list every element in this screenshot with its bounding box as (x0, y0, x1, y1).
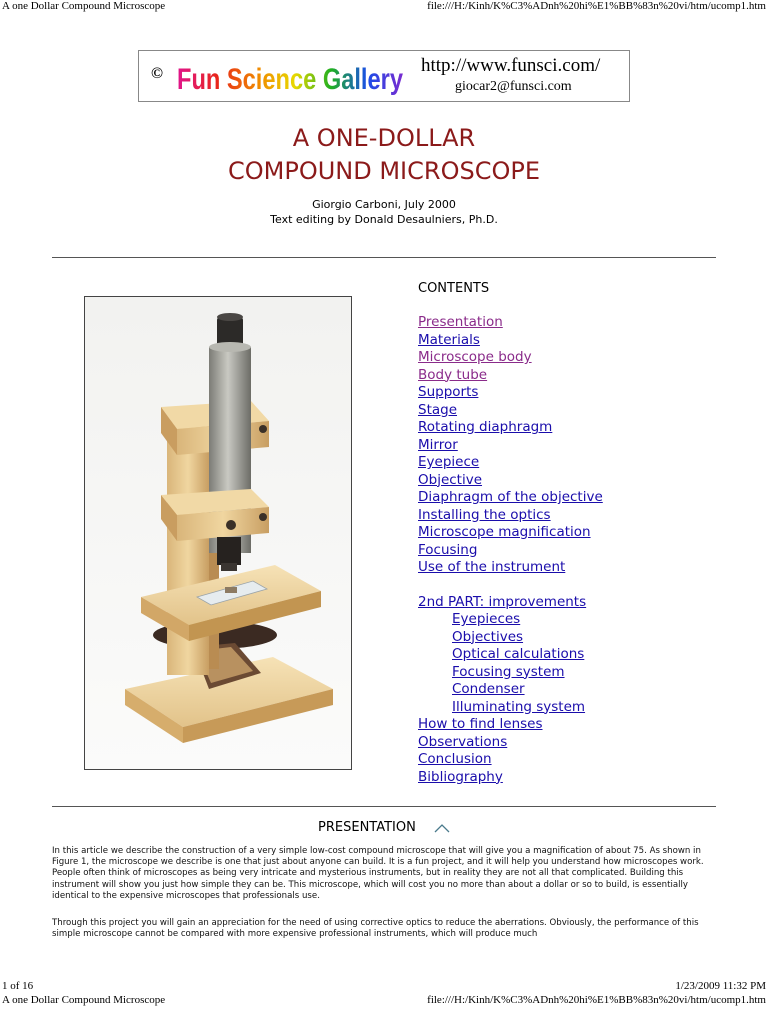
byline (0, 197, 768, 227)
author-line: Giorgio Carboni, July 2000 (312, 198, 456, 211)
toc-link-eyepiece[interactable]: Eyepiece (418, 454, 480, 470)
page-title (0, 122, 768, 188)
page-counter: 1 of 16 (2, 980, 34, 992)
toc-link-diaphragm-objective[interactable]: Diaphragm of the objective (418, 489, 603, 505)
toc-link-observations[interactable]: Observations (418, 733, 508, 750)
toc-item (418, 629, 603, 647)
toc-item (418, 699, 603, 717)
title-line-1: A ONE-DOLLAR (292, 124, 476, 152)
toc-item (418, 349, 603, 367)
toc-link-bibliography[interactable]: Bibliography (418, 768, 503, 785)
toc-link-optical-calculations[interactable]: Optical calculations (452, 646, 585, 662)
divider-bottom (52, 806, 716, 807)
toc-link-mirror[interactable]: Mirror (418, 436, 458, 453)
toc-item (418, 681, 603, 699)
toc-item (418, 542, 603, 560)
site-banner[interactable] (138, 50, 630, 102)
toc-item (418, 419, 603, 437)
toc-link-use-of-instrument[interactable]: Use of the instrument (418, 559, 566, 575)
toc-item (418, 716, 603, 734)
toc-link-objectives[interactable]: Objectives (452, 628, 524, 645)
toc-item (418, 489, 603, 507)
toc-link-conclusion[interactable]: Conclusion (418, 751, 492, 767)
toc-link-rotating-diaphragm[interactable]: Rotating diaphragm (418, 419, 553, 435)
toc-item (418, 367, 603, 385)
microscope-illustration (85, 297, 351, 769)
toc-link-stage[interactable]: Stage (418, 401, 458, 418)
toc-item (418, 314, 603, 332)
toc-item (418, 384, 603, 402)
toc-link-condenser[interactable]: Condenser (452, 681, 525, 697)
print-datetime: 1/23/2009 11:32 PM (675, 980, 766, 992)
toc-link-materials[interactable]: Materials (418, 331, 480, 348)
toc-list (418, 314, 603, 786)
toc-item (418, 664, 603, 682)
fun-science-gallery-logo (175, 55, 415, 99)
toc-link-focusing-system[interactable]: Focusing system (452, 663, 565, 680)
back-to-top-icon[interactable] (434, 823, 450, 833)
print-header-path: file:///H:/Kinh/K%C3%ADnh%20hi%E1%BB%83n%20vi/htm/ucomp1.htm (427, 0, 766, 12)
toc-item (418, 507, 603, 525)
toc-item (418, 402, 603, 420)
toc-link-illuminating-system[interactable]: Illuminating system (452, 698, 586, 715)
contact-email: giocar2@funsci.com (455, 79, 572, 94)
presentation-heading-text: PRESENTATION (318, 820, 416, 835)
print-footer-title: A one Dollar Compound Microscope (2, 994, 166, 1006)
print-header (0, 0, 768, 14)
toc-item (418, 524, 603, 542)
presentation-heading (0, 819, 768, 837)
toc-item (418, 437, 603, 455)
svg-text:Fun Science Gallery: Fun Science Gallery (177, 63, 404, 96)
print-footer-path: file:///H:/Kinh/K%C3%ADnh%20hi%E1%BB%83n%20vi/htm/ucomp1.htm (427, 994, 766, 1006)
toc-item (418, 332, 603, 350)
toc-link-presentation[interactable]: Presentation (418, 314, 503, 330)
toc-item (418, 751, 603, 769)
site-url: http://www.funsci.com/ (421, 55, 601, 76)
toc-link-2nd-part[interactable]: 2nd PART: improvements (418, 593, 587, 610)
print-header-title: A one Dollar Compound Microscope (2, 0, 166, 12)
toc-item (418, 646, 603, 664)
toc-link-eyepieces[interactable]: Eyepieces (452, 611, 521, 627)
toc-link-magnification[interactable]: Microscope magnification (418, 524, 591, 540)
toc-link-supports[interactable]: Supports (418, 384, 479, 400)
toc-item (418, 559, 603, 577)
toc-link-installing-optics[interactable]: Installing the optics (418, 506, 551, 523)
presentation-paragraph-2: Through this project you will gain an appreciation for the need of using corrective optics to reduce the aberrations. Obviously, the performance of this simple microscope cannot be compared with more expensive professional instruments, which will produce much (52, 918, 699, 940)
toc-link-microscope-body[interactable]: Microscope body (418, 349, 532, 365)
toc-link-objective[interactable]: Objective (418, 471, 483, 488)
presentation-paragraph-1: In this article we describe the construction of a very simple low-cost compound microscope that will give you a magnification of about 75. As shown in Figure 1, the microscope we describe is one that just about anyone can build. It is a fun project, and it will help you understand how microscopes work. People often think of microscopes as being very intricate and mysterious instruments, but in reality they are not all that complicated. Building this instrument will show you just how simple they can be. This microscope, which will cost you no more than about a dollar or so to build, is essentially identical to the expensive microscopes that professionals use. (52, 846, 704, 901)
divider-top (52, 257, 716, 258)
microscope-photo (84, 296, 352, 770)
toc-link-find-lenses[interactable]: How to find lenses (418, 716, 543, 732)
toc-link-body-tube[interactable]: Body tube (418, 366, 488, 383)
toc-item (418, 769, 603, 787)
title-line-2: COMPOUND MICROSCOPE (228, 157, 540, 185)
toc-item (418, 454, 603, 472)
contents-panel (418, 280, 603, 786)
toc-item (418, 594, 603, 612)
contents-heading: CONTENTS (418, 281, 490, 296)
toc-link-focusing[interactable]: Focusing (418, 541, 478, 558)
editor-line: Text editing by Donald Desaulniers, Ph.D. (270, 213, 498, 226)
copyright-symbol: © (151, 65, 163, 82)
toc-item (418, 734, 603, 752)
toc-item (418, 472, 603, 490)
toc-item (418, 611, 603, 629)
